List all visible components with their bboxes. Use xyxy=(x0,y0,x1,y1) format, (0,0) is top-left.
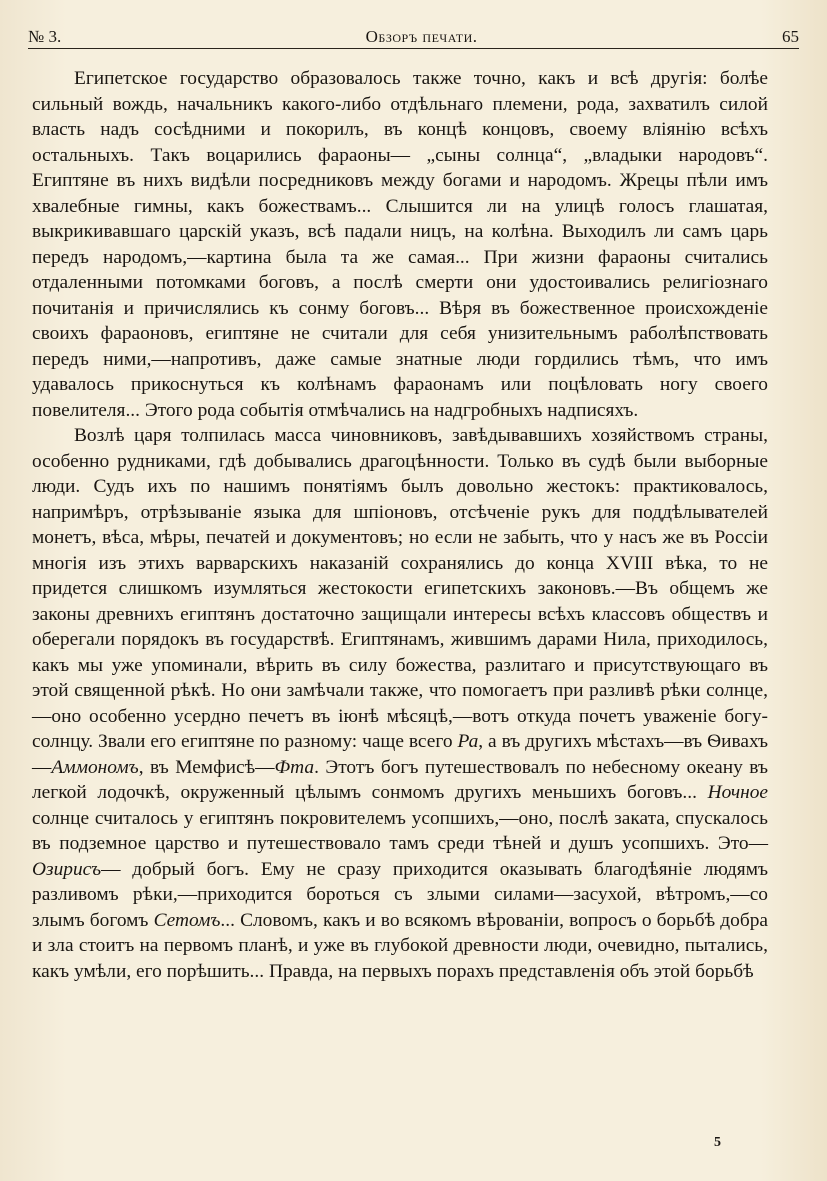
italic-term: Фта xyxy=(274,756,315,778)
text-run: — добрый богъ. Ему не сразу приходится оказывать благодѣяніе людямъ разливомъ рѣки,—приходится бороться съ злыми силами—засухой, вѣтромъ,—со злымъ богомъ xyxy=(32,858,768,931)
text-run: ... Словомъ, какъ и во всякомъ вѣрованіи, вопросъ о борьбѣ добра и зла стоитъ на первомъ планѣ, и уже въ глубокой древности люди, очевидно, пытались, какъ умѣли, его порѣшить... Правда, на первыхъ порахъ представленія объ этой борьбѣ xyxy=(32,909,769,982)
paragraph xyxy=(32,423,768,984)
italic-term: Сетомъ xyxy=(153,909,221,931)
text-run: солнце считалось у египтянъ покровителемъ усопшихъ,—оно, послѣ заката, спускалось въ подземное царство и путешествовало тамъ среди тѣней и душъ усопшихъ. Это— xyxy=(32,807,768,854)
text-run: . Этотъ богъ путешествовалъ по небесному океану въ легкой лодочкѣ, окруженный цѣлымъ сонмомъ другихъ меньшихъ боговъ... xyxy=(32,756,768,803)
running-header xyxy=(28,24,799,50)
italic-term: Ра xyxy=(457,731,479,752)
journal-section-title: Обзоръ печати. xyxy=(365,27,478,46)
text-run: Египетское государство образовалось также точно, какъ и всѣ другія: болѣе сильный вождь, начальникъ какого-либо отдѣльнаго племени, рода, захватилъ силой власть надъ сосѣдними и покорилъ, въ концѣ концовъ, своему вліянію всѣхъ остальныхъ. Такъ воцарились фараоны— „сыны солнца“, „владыки народовъ“. Египтяне въ нихъ видѣли посредниковъ между богами и народомъ. Жрецы пѣли имъ хвалебные гимны, какъ божествамъ... Слышится ли на улицѣ голосъ глашатая, выкрикивавшаго царскій указъ, всѣ падали ницъ, на колѣна. Выходилъ ли самъ царь передъ народомъ,—картина была та же самая... При жизни фараоны считались отдаленными потомками боговъ, а послѣ смерти они удостоивались религіознаго почитанія и причислялись къ сонму боговъ... Вѣря въ божественное происхожденіе своихъ фараоновъ, египтяне не считали для себя унизительнымъ раболѣпствовать передъ ними,—напротивъ, даже самые знатные люди гордились тѣмъ, что имъ удавалось прикоснуться къ колѣнамъ фараонамъ или поцѣловать ногу своего повелителя... Этого рода событія отмѣчались на надгробныхъ надписяхъ. xyxy=(32,68,768,421)
article-body xyxy=(32,66,768,984)
italic-term: Аммономъ xyxy=(51,756,139,778)
italic-term: Ночное xyxy=(707,782,768,803)
text-run: Возлѣ царя толпилась масса чиновниковъ, завѣдывавшихъ хозяйствомъ страны, особенно рудниками, гдѣ добывались драгоцѣнности. Только въ судѣ были выборные люди. Судъ ихъ по нашимъ понятіямъ былъ довольно жестокъ: практиковалось, напримѣръ, отрѣзываніе языка для шпіоновъ, отсѣченіе рукъ для поддѣлывателей монетъ, вѣса, мѣры, печатей и документовъ; но если не забыть, что у насъ же въ Россіи многія изъ этихъ варварскихъ наказаній сохранялись до конца XVIII вѣка, то не придется слишкомъ изумляться жестокости египетскихъ законовъ.—Въ общемъ же законы древнихъ египтянъ достаточно защищали интересы всѣхъ классовъ обществъ и оберегали порядокъ въ государствѣ. Египтянамъ, жившимъ дарами Нила, приходилось, какъ мы уже упоминали, вѣрить въ силу божества, разлитаго и присутствующаго въ этой священной рѣкѣ. Но они замѣчали также, что помогаетъ при разливѣ рѣки солнце,—оно особенно усердно печетъ въ іюнѣ мѣсяцѣ,—вотъ откуда почетъ уваженіе богу-солнцу. Звали его египтяне по разному: чаще всего xyxy=(32,425,768,752)
paragraph xyxy=(32,66,768,423)
text-run: , а въ другихъ мѣстахъ—въ Ѳивахъ— xyxy=(32,731,769,778)
text-run: , въ Мемфисѣ— xyxy=(138,756,275,778)
signature-mark: 5 xyxy=(714,1135,721,1150)
header-rule xyxy=(28,48,799,49)
page-number: 65 xyxy=(781,27,799,46)
italic-term: Озирисъ xyxy=(32,858,102,880)
issue-number: № 3. xyxy=(28,27,62,46)
